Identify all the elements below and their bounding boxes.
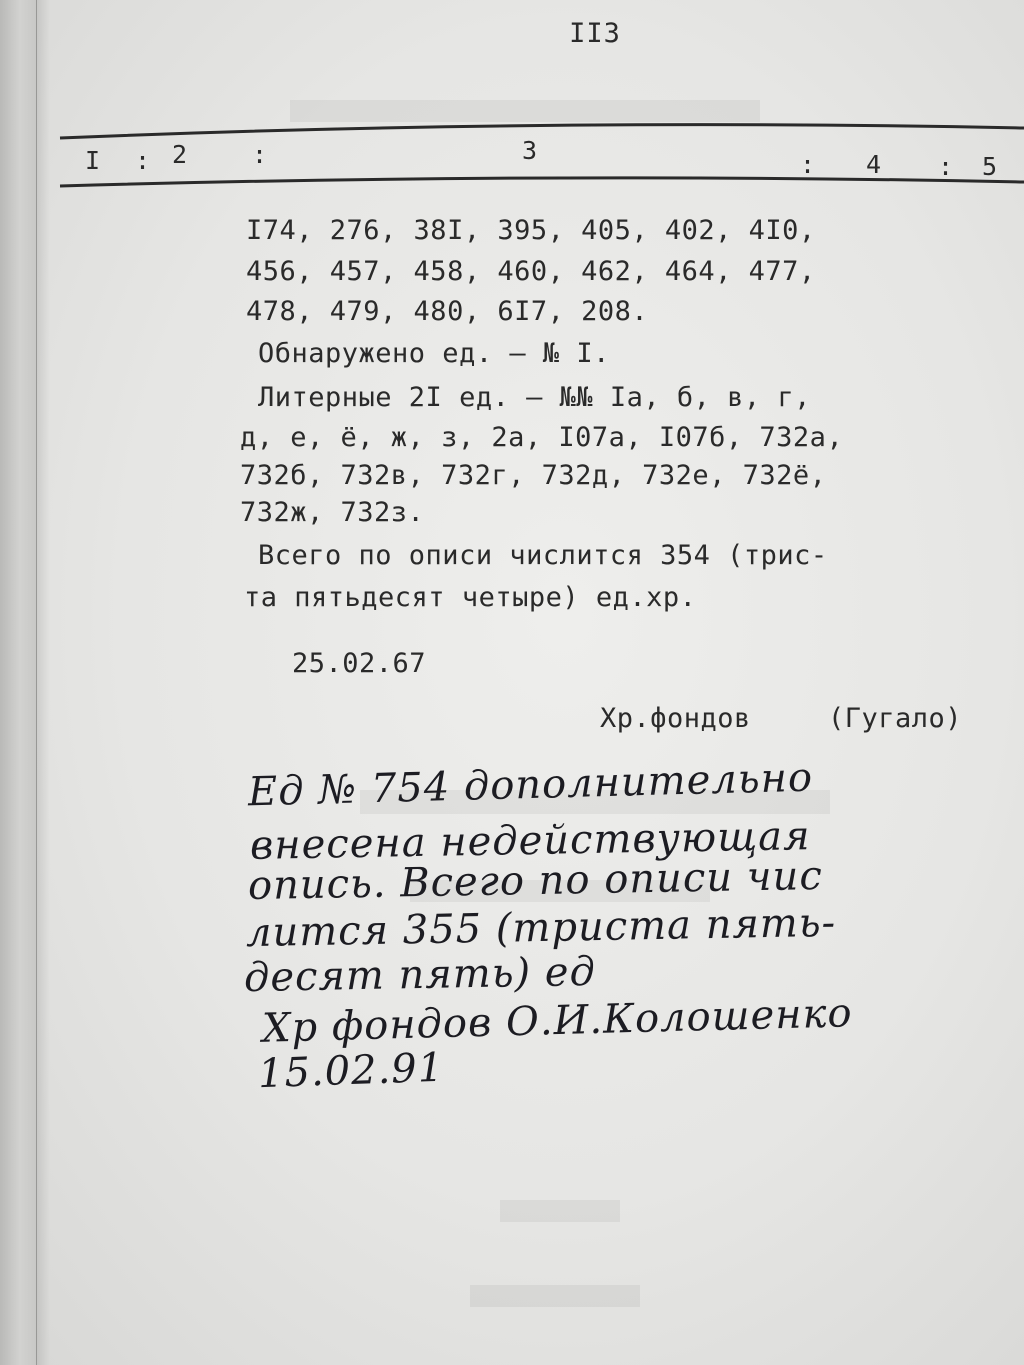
- handwritten-line-3: опись. Всего по описи чис: [247, 852, 824, 910]
- column-header-sep-1: :: [135, 146, 151, 175]
- column-header-sep-3: :: [800, 150, 816, 179]
- handwritten-line-1: Ед № 754 дополнительно: [247, 754, 814, 816]
- typed-line-3: 478, 479, 480, 6I7, 208.: [246, 296, 649, 327]
- typed-line-2: 456, 457, 458, 460, 462, 464, 477,: [246, 256, 816, 287]
- handwritten-line-2: внесена недействующая: [249, 813, 811, 869]
- column-header-3: 3: [522, 136, 538, 165]
- handwritten-line-7: 15.02.91: [257, 1044, 445, 1098]
- typed-line-1: I74, 276, 38I, 395, 405, 402, 4I0,: [246, 215, 816, 246]
- typed-line-9: Всего по описи числится 354 (трис-: [258, 540, 828, 571]
- signature-name: (Гугало): [828, 703, 963, 734]
- handwritten-line-5: десят пять) ед: [243, 948, 597, 1002]
- column-header-sep-2: :: [252, 140, 268, 169]
- typed-line-4: Обнаружено ед. – № I.: [258, 338, 610, 369]
- typed-line-7: 732б, 732в, 732г, 732д, 732е, 732ё,: [240, 460, 827, 491]
- handwritten-line-6: Хр фондов О.И.Колошенко: [261, 990, 854, 1052]
- typed-line-8: 732ж, 732з.: [240, 497, 425, 528]
- column-header-4: 4: [866, 150, 882, 179]
- signature-position: Хр.фондов: [600, 703, 751, 734]
- column-header-sep-4: :: [938, 152, 954, 181]
- table-header-rules: [0, 0, 1024, 220]
- column-header-2: 2: [172, 140, 188, 169]
- handwritten-line-4: лится 355 (триста пять-: [245, 899, 837, 957]
- column-header-5: 5: [982, 152, 998, 181]
- show-through-bar-4: [500, 1200, 620, 1222]
- column-header-1: I: [85, 146, 101, 175]
- show-through-bar-5: [470, 1285, 640, 1307]
- document-date: 25.02.67: [292, 648, 427, 679]
- page-number: II3: [569, 18, 621, 49]
- typed-line-10: та пятьдесят четыре) ед.хр.: [244, 582, 697, 613]
- typed-line-5: Литерные 2I ед. – №№ Iа, б, в, г,: [258, 382, 811, 413]
- typed-line-6: д, е, ё, ж, з, 2а, I07а, I07б, 732а,: [240, 422, 844, 453]
